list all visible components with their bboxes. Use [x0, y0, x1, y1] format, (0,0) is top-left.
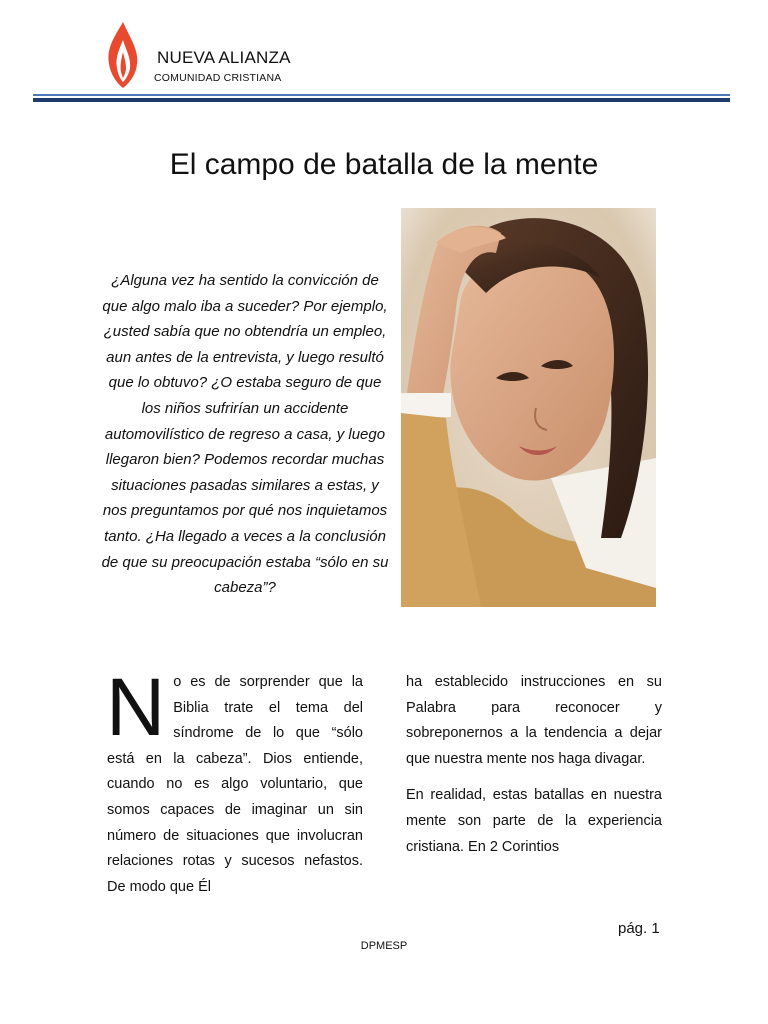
intro-paragraph: ¿Alguna vez ha sentido la convicción de que algo malo iba a suceder? Por ejemplo, ¿usted sabía que no obtendría un empleo, aun antes de la entrevista, y luego resultó que lo obtuvo? ¿O estaba seguro de que los niños sufrirían un accidente automovilístico de regreso a casa, y luego llegaron bien? Podemos recordar muchas situaciones pasadas similares a estas, y nos preguntamos por qué nos inquietamos tanto. ¿Ha llegado a veces a la conclusión de que su preocupación estaba “sólo en su cabeza”? — [101, 272, 389, 597]
page-title: El campo de batalla de la mente — [169, 148, 599, 181]
body-paragraph — [106, 662, 363, 900]
page-number: pág. 1 — [618, 920, 660, 937]
body-paragraph-continued: ha establecido instrucciones en su Palabra para reconocer y sobreponernos a la tendencia a dejar que nuestra mente nos haga divagar. — [406, 674, 662, 767]
org-subtitle: COMUNIDAD CRISTIANA — [154, 72, 282, 84]
body-column-right — [406, 670, 662, 871]
flame-icon — [106, 22, 140, 88]
body-paragraph-2: En realidad, estas batallas en nuestra mente son parte de la experiencia cristiana. En 2 Corintios — [406, 787, 662, 855]
drop-cap: N — [106, 662, 166, 753]
footer-text: DPMESP — [360, 940, 408, 952]
org-name: NUEVA ALIANZA — [157, 48, 291, 67]
header-rule-thick — [33, 98, 730, 102]
header-rule-thin — [33, 94, 730, 96]
body-text: o es de sorprender que la Biblia trate el tema del síndrome de lo que “sólo está en la cabeza”. Dios entiende, cuando no es algo voluntario, que somos capaces de imaginar un sin número de situaciones que involucran relaciones rotas y sucesos nefastos. De modo que Él — [107, 674, 363, 895]
worried-woman-photo — [401, 208, 656, 607]
body-column-left — [106, 662, 363, 911]
